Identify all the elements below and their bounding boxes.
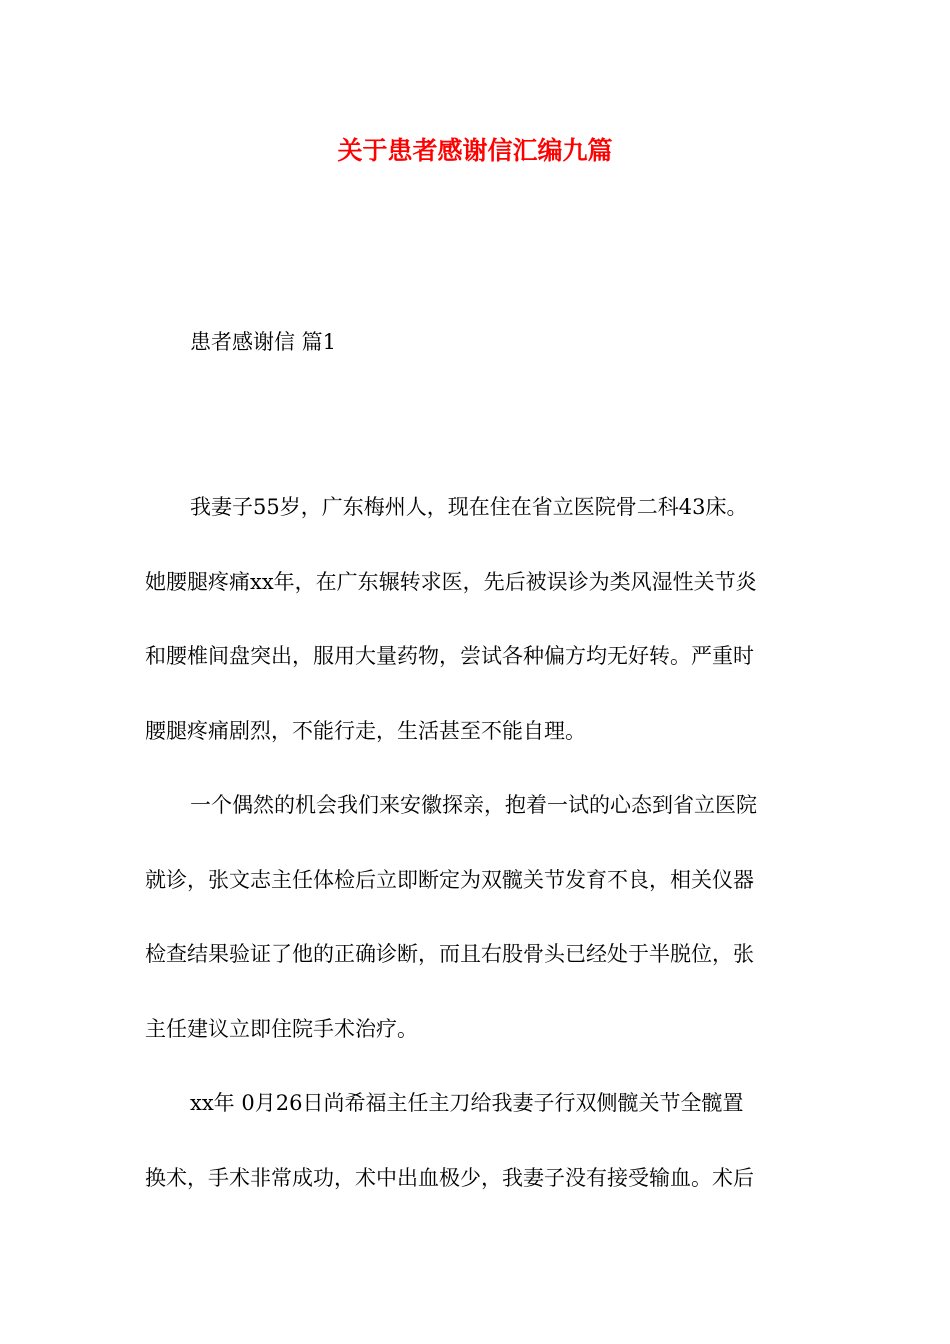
paragraph-1	[145, 470, 825, 768]
document-title: 关于患者感谢信汇编九篇	[337, 136, 613, 165]
text-line: 腰腿疼痛剧烈，不能行走，生活甚至不能自理。	[145, 718, 586, 743]
section-heading: 患者感谢信 篇1	[190, 330, 337, 354]
paragraph-2	[145, 768, 825, 1066]
text-line: 和腰椎间盘突出，服用大量药物，尝试各种偏方均无好转。严重时	[145, 644, 754, 668]
text-line: 就诊，张文志主任体检后立即断定为双髋关节发育不良，相关仪器	[145, 867, 754, 892]
text-line: 我妻子55岁，广东梅州人，现在住在省立医院骨二科43床。	[190, 495, 748, 519]
text-line: 主任建议立即住院手术治疗。	[145, 1016, 418, 1041]
letter-body	[145, 470, 825, 1215]
text-line: xx年 0月26日尚希福主任主刀给我妻子行双侧髋关节全髋置	[190, 1091, 744, 1115]
paragraph-3	[145, 1066, 825, 1215]
text-line: 换术，手术非常成功，术中出血极少，我妻子没有接受输血。术后	[145, 1165, 754, 1190]
text-line: 她腰腿疼痛xx年，在广东辗转求医，先后被误诊为类风湿性关节炎	[145, 569, 757, 594]
text-line: 一个偶然的机会我们来安徽探亲，抱着一试的心态到省立医院	[190, 793, 757, 817]
text-line: 检查结果验证了他的正确诊断，而且右股骨头已经处于半脱位，张	[145, 942, 754, 966]
